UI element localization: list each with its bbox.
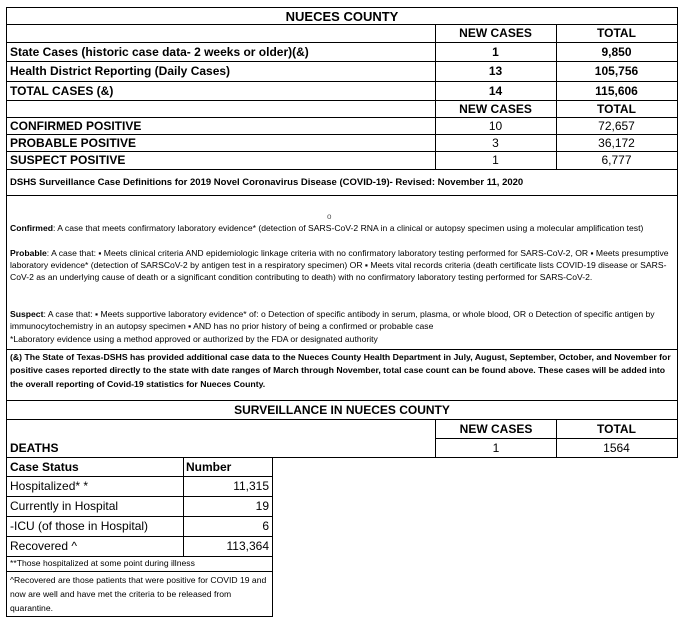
row-total-cases-total: 115,606 <box>556 81 678 101</box>
currently-hospital-label: Currently in Hospital <box>6 496 184 517</box>
suspect-text: : A case that: ▪ Meets supportive laboratory evidence* of: o Detection of specific antibody in serum, plasma, or whole blood, OR o Detection of specific antigen by immunocytochemistry in an autopsy specimen ▪ AND has no prior history of being a confirmed or probable case <box>10 309 655 332</box>
row-confirmed-new: 10 <box>435 117 557 135</box>
surveillance-col-new: NEW CASES <box>435 419 557 439</box>
icu-label: -ICU (of those in Hospital) <box>6 516 184 537</box>
confirmed-text: : A case that meets confirmatory laboratory evidence* (detection of SARS-CoV-2 RNA in a clinical or autopsy specimen using a molecular amplification test) <box>52 223 644 233</box>
row-state-cases-label: State Cases (historic case data- 2 weeks or older)(&) <box>6 42 436 62</box>
surveillance-title: SURVEILLANCE IN NUECES COUNTY <box>6 400 678 420</box>
deaths-new: 1 <box>435 438 557 458</box>
surveillance-spacer <box>6 419 436 439</box>
case-status-header: Case Status <box>6 457 184 477</box>
row-health-district-new: 13 <box>435 61 557 82</box>
row-suspect-total: 6,777 <box>556 151 678 170</box>
hospitalized-note: **Those hospitalized at some point during illness <box>6 556 273 572</box>
number-header: Number <box>183 457 273 477</box>
col-new-cases-2: NEW CASES <box>435 100 557 118</box>
header-spacer <box>6 24 436 43</box>
recovered-value: 113,364 <box>183 536 273 557</box>
row-suspect-label: SUSPECT POSITIVE <box>6 151 436 170</box>
row-health-district-total: 105,756 <box>556 61 678 82</box>
county-title: NUECES COUNTY <box>6 7 678 25</box>
confirmed-label: Confirmed <box>10 223 53 233</box>
definitions-heading: DSHS Surveillance Case Definitions for 2019 Novel Coronavirus Disease (COVID-19)- Revised: November 11, 2020 <box>6 169 678 196</box>
probable-label: Probable <box>10 248 47 258</box>
suspect-label: Suspect <box>10 309 44 319</box>
row-confirmed-total: 72,657 <box>556 117 678 135</box>
probable-definition <box>7 247 677 284</box>
icu-value: 6 <box>183 516 273 537</box>
row-health-district-label: Health District Reporting (Daily Cases) <box>6 61 436 82</box>
probable-text: : A case that: ▪ Meets clinical criteria AND epidemiologic linkage criteria with no confirmatory laboratory testing performed for SARS-CoV-2, OR ▪ Meets presumptive laboratory evidence* (detection of SARSCoV-2 by antigen test in a respiratory specimen) OR ▪ Meets vital records criteria (death certificate lists COVID-19 disease or SARS-CoV-2 as an underlying cause of death or a significant condition contributing to death) with no confirmatory laboratory testing performed for SARS-CoV-2. <box>10 248 669 283</box>
deaths-label: DEATHS <box>6 438 436 458</box>
row-probable-total: 36,172 <box>556 134 678 152</box>
definitions-block <box>6 195 678 350</box>
row-suspect-new: 1 <box>435 151 557 170</box>
recovered-note: ^Recovered are those patients that were positive for COVID 19 and now are well and have met the criteria to be released from quarantine. <box>6 571 273 617</box>
row-state-cases-new: 1 <box>435 42 557 62</box>
circle-mark: o <box>327 212 332 221</box>
lab-evidence-footnote: *Laboratory evidence using a method approved or authorized by the FDA or designated authority <box>10 334 378 344</box>
hospitalized-label: Hospitalized* * <box>6 476 184 497</box>
recovered-label: Recovered ^ <box>6 536 184 557</box>
row-probable-label: PROBABLE POSITIVE <box>6 134 436 152</box>
row-state-cases-total: 9,850 <box>556 42 678 62</box>
hospitalized-value: 11,315 <box>183 476 273 497</box>
ampersand-note: (&) The State of Texas-DSHS has provided additional case data to the Nueces County Health Department in July, August, September, October, and November for positive cases reported directly to the state with date ranges of March through November, total case count can be found above. These cases will be added into the overall reporting of Covid-19 statistics for Nueces County. <box>6 349 678 401</box>
surveillance-col-total: TOTAL <box>556 419 678 439</box>
deaths-total: 1564 <box>556 438 678 458</box>
confirmed-definition <box>7 222 677 234</box>
row-probable-new: 3 <box>435 134 557 152</box>
currently-hospital-value: 19 <box>183 496 273 517</box>
row-total-cases-label: TOTAL CASES (&) <box>6 81 436 101</box>
col-new-cases: NEW CASES <box>435 24 557 43</box>
header-spacer-2 <box>6 100 436 118</box>
col-total-2: TOTAL <box>556 100 678 118</box>
suspect-definition <box>7 308 677 332</box>
row-confirmed-label: CONFIRMED POSITIVE <box>6 117 436 135</box>
row-total-cases-new: 14 <box>435 81 557 101</box>
col-total: TOTAL <box>556 24 678 43</box>
